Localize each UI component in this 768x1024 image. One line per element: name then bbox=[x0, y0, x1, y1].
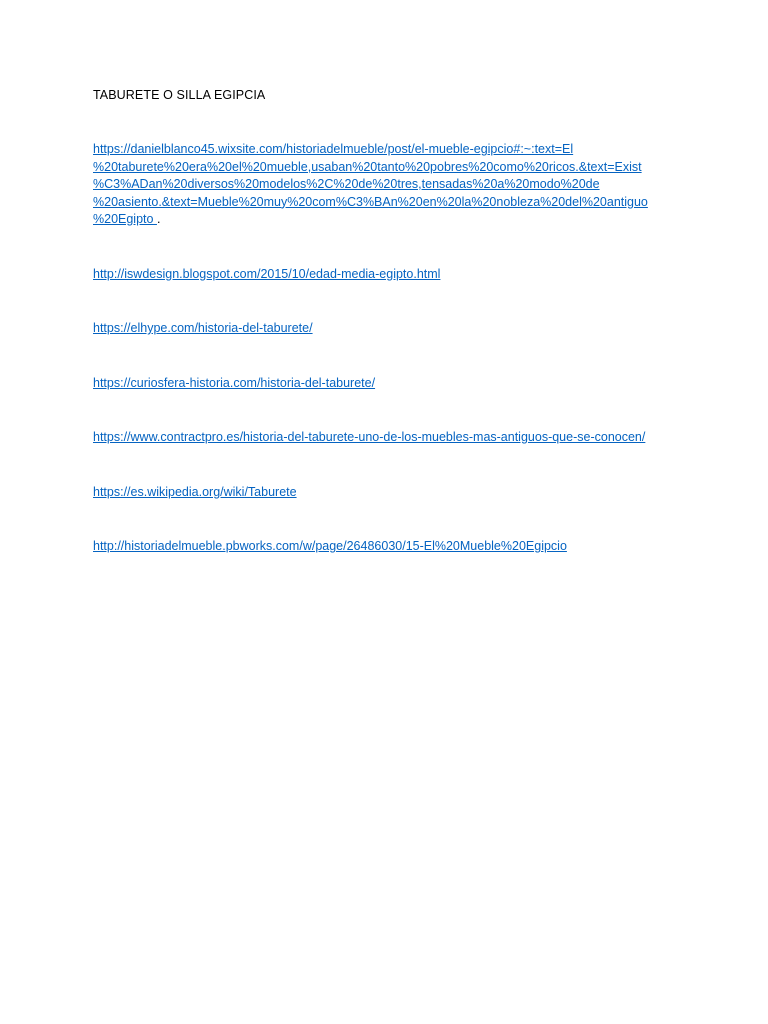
link-line-5: %20Egipto bbox=[93, 212, 154, 226]
link-wikipedia[interactable]: https://es.wikipedia.org/wiki/Taburete bbox=[93, 484, 297, 499]
link-iswdesign[interactable]: http://iswdesign.blogspot.com/2015/10/edad-media-egipto.html bbox=[93, 266, 441, 281]
link-paragraph-1 bbox=[93, 141, 673, 229]
link-tail-period: . bbox=[156, 212, 161, 226]
link-pbworks[interactable]: http://historiadelmueble.pbworks.com/w/page/26486030/15-El%20Mueble%20Egipcio bbox=[93, 539, 567, 553]
link-paragraph-4 bbox=[93, 375, 673, 393]
link-line-2: %20taburete%20era%20el%20mueble,usaban%20tanto%20pobres%20como%20ricos.&text=Exist bbox=[93, 159, 642, 174]
link-line-1: https://danielblanco45.wixsite.com/historiadelmueble/post/el-mueble-egipcio#:~:text=El bbox=[93, 142, 574, 156]
link-paragraph-3 bbox=[93, 320, 673, 338]
link-paragraph-6 bbox=[93, 484, 673, 502]
link-danielblanco45[interactable] bbox=[93, 141, 673, 226]
link-paragraph-2 bbox=[93, 266, 673, 284]
document-title: TABURETE O SILLA EGIPCIA bbox=[93, 88, 266, 102]
link-paragraph-5 bbox=[93, 429, 673, 447]
link-elhype[interactable]: https://elhype.com/historia-del-taburete/ bbox=[93, 321, 313, 335]
link-curiosfera[interactable]: https://curiosfera-historia.com/historia-del-taburete/ bbox=[93, 375, 376, 390]
document-page bbox=[93, 87, 673, 593]
link-contractpro[interactable]: https://www.contractpro.es/historia-del-taburete-uno-de-los-muebles-mas-antiguos-que-se-conocen/ bbox=[93, 430, 646, 444]
link-paragraph-7 bbox=[93, 538, 673, 556]
link-line-4: %20asiento.&text=Mueble%20muy%20com%C3%BAn%20en%20la%20nobleza%20del%20antiguo bbox=[93, 194, 648, 209]
link-line-3: %C3%ADan%20diversos%20modelos%2C%20de%20tres,tensadas%20a%20modo%20de bbox=[93, 177, 600, 191]
